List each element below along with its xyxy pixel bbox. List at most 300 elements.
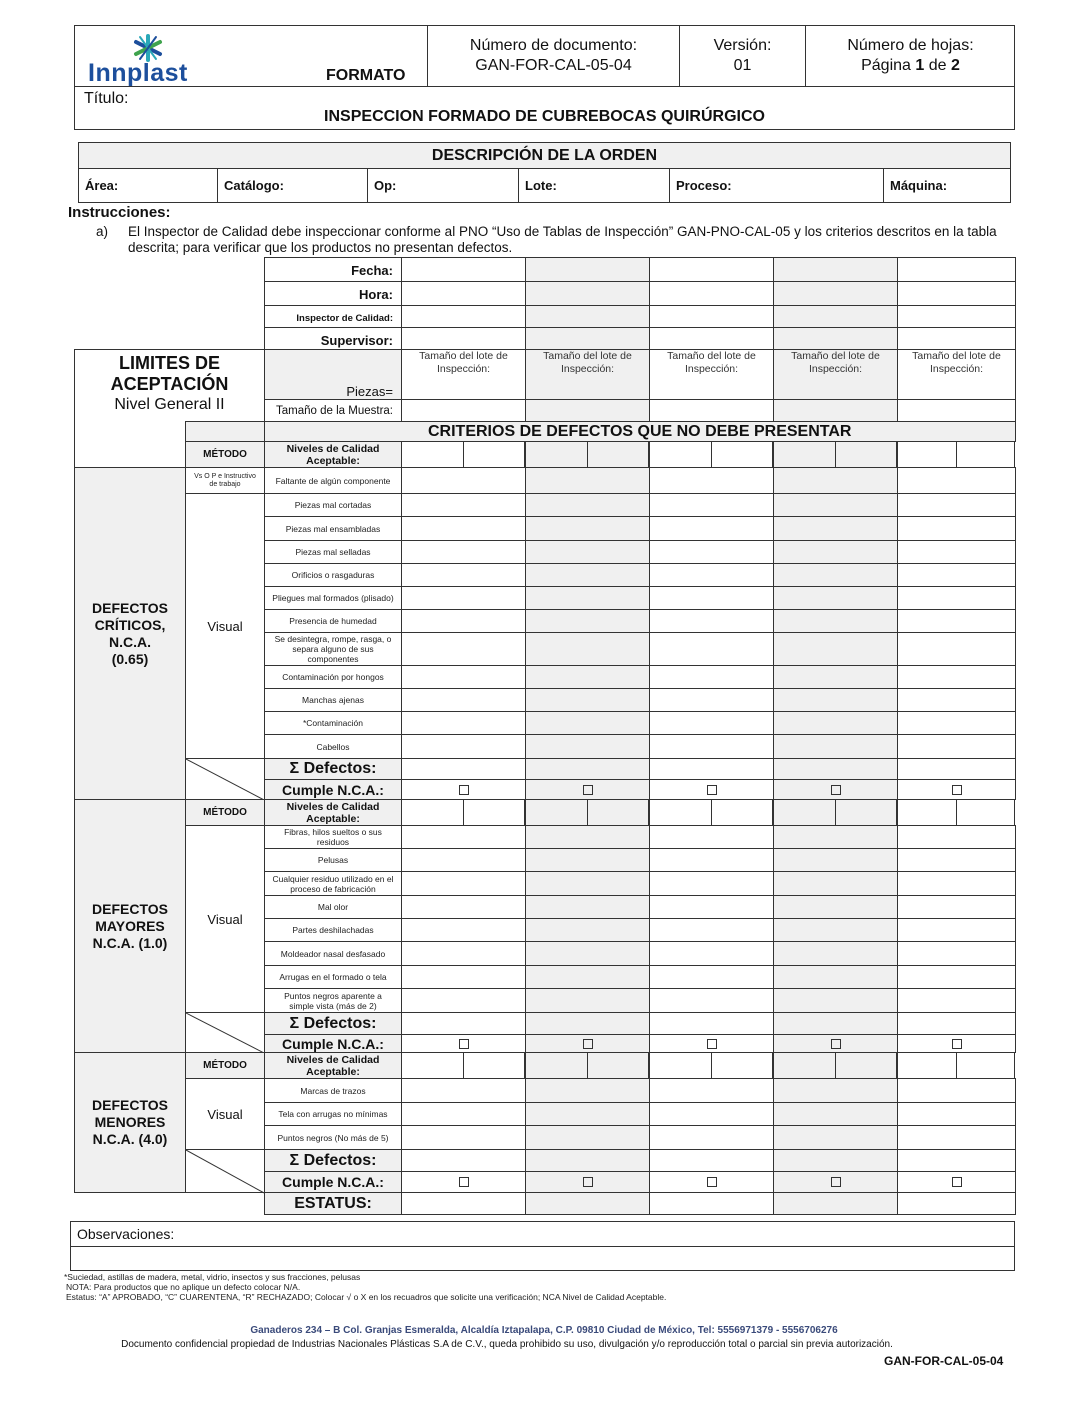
- order-field-catalogo[interactable]: Catálogo:: [218, 169, 368, 202]
- criticos-defect-label: Orificios o rasgaduras: [264, 563, 402, 587]
- mayores-sum-col2[interactable]: [525, 1012, 650, 1035]
- checkbox-icon[interactable]: [831, 1039, 841, 1049]
- menores-defect-3-col2[interactable]: [525, 1125, 650, 1150]
- fecha-label: Fecha:: [264, 257, 402, 282]
- criticos-defect-label: Cabellos: [264, 734, 402, 759]
- mayores-defect-2-col2[interactable]: [525, 848, 650, 872]
- criticos-cumple-col1[interactable]: [401, 779, 526, 800]
- menores-metodo-header: MÉTODO: [185, 1052, 265, 1079]
- criticos-defect-12-col5[interactable]: [897, 734, 1016, 759]
- mayores-defect-8-col1[interactable]: [401, 988, 526, 1013]
- observaciones-input[interactable]: [71, 1247, 1014, 1271]
- mayores-defect-3-col3[interactable]: [649, 871, 774, 896]
- mayores-category: DEFECTOS MAYORES N.C.A. (1.0): [74, 799, 186, 1053]
- estatus-label: ESTATUS:: [264, 1192, 402, 1215]
- mayores-defect-1-col5[interactable]: [897, 825, 1016, 849]
- criticos-defect-label: *Contaminación: [264, 711, 402, 735]
- criticos-sum-col2[interactable]: [525, 758, 650, 780]
- instructions-marker: a): [96, 224, 109, 239]
- criticos-defect-12-col1[interactable]: [401, 734, 526, 759]
- fecha-col5[interactable]: [897, 257, 1016, 282]
- menores-method: Visual: [185, 1078, 265, 1150]
- criticos-defect-12-col4[interactable]: [773, 734, 898, 759]
- criticos-defect-10-col3[interactable]: [649, 688, 774, 712]
- criticos-cumple-col5[interactable]: [897, 779, 1016, 800]
- criticos-defect-1-col4[interactable]: [773, 467, 898, 494]
- order-field-lote[interactable]: Lote:: [519, 169, 670, 202]
- hora-col4[interactable]: [773, 281, 898, 306]
- menores-nca-col3-a[interactable]: [649, 1052, 712, 1079]
- menores-defect-3-col4[interactable]: [773, 1125, 898, 1150]
- mayores-defect-8-col5[interactable]: [897, 988, 1016, 1013]
- criticos-defect-3-col5[interactable]: [897, 516, 1016, 541]
- mayores-cumple-col5[interactable]: [897, 1034, 1016, 1053]
- criticos-defect-7-col4[interactable]: [773, 609, 898, 633]
- menores-sum-col5[interactable]: [897, 1149, 1016, 1172]
- hora-label: Hora:: [264, 281, 402, 306]
- mayores-defect-8-col3[interactable]: [649, 988, 774, 1013]
- mayores-cumple-label: Cumple N.C.A.:: [264, 1034, 402, 1053]
- mayores-nca-col3-b[interactable]: [711, 799, 773, 826]
- mayores-defect-6-col4[interactable]: [773, 941, 898, 966]
- order-fields-row: [78, 168, 1011, 203]
- mayores-defect-7-col3[interactable]: [649, 965, 774, 989]
- mayores-defect-2-col3[interactable]: [649, 848, 774, 872]
- criticos-defect-12-col2[interactable]: [525, 734, 650, 759]
- criticos-defect-3-col4[interactable]: [773, 516, 898, 541]
- sheets-label: Número de hojas:: [847, 37, 974, 54]
- muestra-col5[interactable]: [897, 399, 1016, 422]
- criticos-defect-6-col2[interactable]: [525, 586, 650, 610]
- criticos-nca-col4-b[interactable]: [835, 441, 897, 468]
- checkbox-icon[interactable]: [707, 1039, 717, 1049]
- checkbox-icon[interactable]: [952, 1039, 962, 1049]
- footer-code: GAN-FOR-CAL-05-04: [884, 1354, 1004, 1368]
- checkbox-icon[interactable]: [583, 1039, 593, 1049]
- menores-defect-1-col4[interactable]: [773, 1078, 898, 1103]
- snowflake-logo-icon: [128, 34, 168, 62]
- menores-defect-2-col2[interactable]: [525, 1102, 650, 1126]
- criticos-nca-col1-a[interactable]: [401, 441, 464, 468]
- footnote-suciedad: *Suciedad, astillas de madera, metal, vidrio, insectos y sus fracciones, pelusas: [64, 1272, 361, 1282]
- mayores-defect-2-col5[interactable]: [897, 848, 1016, 872]
- mayores-defect-4-col4[interactable]: [773, 895, 898, 919]
- criticos-defect-10-col4[interactable]: [773, 688, 898, 712]
- mayores-defect-5-col1[interactable]: [401, 918, 526, 942]
- mayores-defect-5-col3[interactable]: [649, 918, 774, 942]
- doc-number-cell: [428, 36, 679, 76]
- order-field-op[interactable]: Op:: [368, 169, 519, 202]
- criticos-defect-8-col4[interactable]: [773, 632, 898, 666]
- menores-nca-col2-a[interactable]: [525, 1052, 588, 1079]
- checkbox-icon[interactable]: [707, 1177, 717, 1187]
- mayores-defect-5-col2[interactable]: [525, 918, 650, 942]
- criticos-defect-4-col5[interactable]: [897, 540, 1016, 564]
- mayores-sum-col4[interactable]: [773, 1012, 898, 1035]
- inspector-col5[interactable]: [897, 305, 1016, 328]
- mayores-defect-2-col1[interactable]: [401, 848, 526, 872]
- logo-text: Innplast: [88, 59, 188, 87]
- hora-col3[interactable]: [649, 281, 774, 306]
- lote-size-col1: Tamaño del lote de Inspección:: [401, 349, 526, 400]
- mayores-defect-7-col5[interactable]: [897, 965, 1016, 989]
- mayores-nca-col1-a[interactable]: [401, 799, 464, 826]
- criticos-defect-6-col4[interactable]: [773, 586, 898, 610]
- mayores-defect-3-col5[interactable]: [897, 871, 1016, 896]
- criticos-defect-label: Se desintegra, rompe, rasga, o separa alguno de sus componentes: [264, 632, 402, 666]
- criticos-defect-5-col5[interactable]: [897, 563, 1016, 587]
- mayores-defect-6-col2[interactable]: [525, 941, 650, 966]
- criticos-defect-1-col5[interactable]: [897, 467, 1016, 494]
- criticos-defect-label: Pliegues mal formados (plisado): [264, 586, 402, 610]
- criticos-cumple-col3[interactable]: [649, 779, 774, 800]
- criticos-defect-8-col3[interactable]: [649, 632, 774, 666]
- document-title: INSPECCION FORMADO DE CUBREBOCAS QUIRÚRGICO: [324, 108, 765, 125]
- observaciones-label: Observaciones:: [77, 1226, 175, 1242]
- criticos-defect-8-col1[interactable]: [401, 632, 526, 666]
- menores-defect-1-col1[interactable]: [401, 1078, 526, 1103]
- mayores-defect-3-col2[interactable]: [525, 871, 650, 896]
- menores-nca-col5-b[interactable]: [956, 1052, 1015, 1079]
- mayores-nca-col4-b[interactable]: [835, 799, 897, 826]
- mayores-diagonal-cell: [185, 1012, 265, 1053]
- hora-col2[interactable]: [525, 281, 650, 306]
- menores-defect-2-col5[interactable]: [897, 1102, 1016, 1126]
- criticos-defect-11-col4[interactable]: [773, 711, 898, 735]
- checkbox-icon[interactable]: [583, 785, 593, 795]
- checkbox-icon[interactable]: [952, 1177, 962, 1187]
- criticos-defect-5-col2[interactable]: [525, 563, 650, 587]
- inspector-col2[interactable]: [525, 305, 650, 328]
- menores-defect-2-col4[interactable]: [773, 1102, 898, 1126]
- menores-defect-label: Tela con arrugas no mínimas: [264, 1102, 402, 1126]
- mayores-defect-2-col4[interactable]: [773, 848, 898, 872]
- criticos-defect-2-col4[interactable]: [773, 493, 898, 517]
- mayores-sum-col5[interactable]: [897, 1012, 1016, 1035]
- menores-nca-col1-a[interactable]: [401, 1052, 464, 1079]
- criticos-defect-5-col3[interactable]: [649, 563, 774, 587]
- checkbox-icon[interactable]: [952, 785, 962, 795]
- criticos-defect-7-col2[interactable]: [525, 609, 650, 633]
- estatus-col1[interactable]: [401, 1192, 526, 1215]
- criticos-nca-col2-b[interactable]: [587, 441, 649, 468]
- mayores-nca-col3-a[interactable]: [649, 799, 712, 826]
- mayores-defect-label: Fibras, hilos sueltos o sus residuos: [264, 825, 402, 849]
- criticos-defect-6-col1[interactable]: [401, 586, 526, 610]
- criticos-defect-10-col1[interactable]: [401, 688, 526, 712]
- muestra-col4[interactable]: [773, 399, 898, 422]
- menores-defect-label: Marcas de trazos: [264, 1078, 402, 1103]
- fecha-col3[interactable]: [649, 257, 774, 282]
- version-label: Versión:: [713, 37, 772, 54]
- muestra-col2[interactable]: [525, 399, 650, 422]
- mayores-defect-5-col4[interactable]: [773, 918, 898, 942]
- mayores-defect-4-col1[interactable]: [401, 895, 526, 919]
- supervisor-col2[interactable]: [525, 327, 650, 350]
- menores-nca-col5-a[interactable]: [897, 1052, 957, 1079]
- menores-nca-col1-b[interactable]: [463, 1052, 525, 1079]
- mayores-nca-col2-b[interactable]: [587, 799, 649, 826]
- criticos-defect-7-col3[interactable]: [649, 609, 774, 633]
- mayores-cumple-col2[interactable]: [525, 1034, 650, 1053]
- mayores-defect-8-col4[interactable]: [773, 988, 898, 1013]
- mayores-sum-col3[interactable]: [649, 1012, 774, 1035]
- mayores-defect-4-col2[interactable]: [525, 895, 650, 919]
- checkbox-icon[interactable]: [831, 785, 841, 795]
- criticos-defect-2-col3[interactable]: [649, 493, 774, 517]
- menores-defect-1-col5[interactable]: [897, 1078, 1016, 1103]
- checkbox-icon[interactable]: [459, 1039, 469, 1049]
- criticos-cumple-col2[interactable]: [525, 779, 650, 800]
- criticos-defect-12-col3[interactable]: [649, 734, 774, 759]
- criticos-sum-label: Σ Defectos:: [264, 758, 402, 780]
- menores-nca-col3-b[interactable]: [711, 1052, 773, 1079]
- checkbox-icon[interactable]: [459, 785, 469, 795]
- supervisor-col5[interactable]: [897, 327, 1016, 350]
- menores-cumple-col5[interactable]: [897, 1171, 1016, 1193]
- criticos-method-first: Vs O P e Instructivo de trabajo: [185, 467, 265, 494]
- footer-confidential: Documento confidencial propiedad de Industrias Nacionales Plásticas S.A de C.V., queda prohibido su uso, divulgación y/o reproducción total o parcial sin previa autorización.: [121, 1339, 893, 1350]
- lote-size-col4: Tamaño del lote de Inspección:: [773, 349, 898, 400]
- inspector-col4[interactable]: [773, 305, 898, 328]
- estatus-col2[interactable]: [525, 1192, 650, 1215]
- criticos-defect-1-col3[interactable]: [649, 467, 774, 494]
- criticos-cumple-col4[interactable]: [773, 779, 898, 800]
- mayores-nca-col2-a[interactable]: [525, 799, 588, 826]
- menores-nca-col4-b[interactable]: [835, 1052, 897, 1079]
- criticos-defect-11-col5[interactable]: [897, 711, 1016, 735]
- menores-nca-col2-b[interactable]: [587, 1052, 649, 1079]
- criticos-defect-11-col1[interactable]: [401, 711, 526, 735]
- criticos-nca-col5-b[interactable]: [956, 441, 1015, 468]
- criticos-defect-1-col1[interactable]: [401, 467, 526, 494]
- menores-niveles-header: Niveles de Calidad Aceptable:: [264, 1052, 402, 1079]
- muestra-col1[interactable]: [401, 399, 526, 422]
- mayores-defect-4-col3[interactable]: [649, 895, 774, 919]
- mayores-defect-7-col2[interactable]: [525, 965, 650, 989]
- fecha-col2[interactable]: [525, 257, 650, 282]
- mayores-defect-7-col1[interactable]: [401, 965, 526, 989]
- instructions-heading: Instrucciones:: [68, 204, 171, 221]
- criticos-defect-2-col1[interactable]: [401, 493, 526, 517]
- menores-sum-label: Σ Defectos:: [264, 1149, 402, 1172]
- criticos-defect-6-col3[interactable]: [649, 586, 774, 610]
- mayores-nca-col5-b[interactable]: [956, 799, 1015, 826]
- criticos-defect-3-col3[interactable]: [649, 516, 774, 541]
- mayores-defect-6-col5[interactable]: [897, 941, 1016, 966]
- criticos-defect-10-col2[interactable]: [525, 688, 650, 712]
- menores-cumple-label: Cumple N.C.A.:: [264, 1171, 402, 1193]
- criticos-defect-10-col5[interactable]: [897, 688, 1016, 712]
- criticos-nca-col5-a[interactable]: [897, 441, 957, 468]
- menores-diagonal-cell: [185, 1149, 265, 1193]
- title-label: Título:: [84, 90, 129, 107]
- formato-label: FORMATO: [326, 67, 406, 84]
- criticos-defect-3-col1[interactable]: [401, 516, 526, 541]
- menores-sum-col2[interactable]: [525, 1149, 650, 1172]
- criticos-defect-2-col2[interactable]: [525, 493, 650, 517]
- mayores-defect-1-col1[interactable]: [401, 825, 526, 849]
- criticos-defect-label: Presencia de humedad: [264, 609, 402, 633]
- criticos-defect-7-col1[interactable]: [401, 609, 526, 633]
- menores-sum-col3[interactable]: [649, 1149, 774, 1172]
- criticos-defect-6-col5[interactable]: [897, 586, 1016, 610]
- mayores-nca-col1-b[interactable]: [463, 799, 525, 826]
- order-field-maquina[interactable]: Máquina:: [890, 178, 948, 193]
- criticos-defect-5-col1[interactable]: [401, 563, 526, 587]
- inspector-col1[interactable]: [401, 305, 526, 328]
- hora-col1[interactable]: [401, 281, 526, 306]
- order-field-area[interactable]: Área:: [79, 169, 218, 202]
- menores-defect-1-col2[interactable]: [525, 1078, 650, 1103]
- criticos-defect-3-col2[interactable]: [525, 516, 650, 541]
- estatus-col5[interactable]: [897, 1192, 1016, 1215]
- criticos-defect-4-col4[interactable]: [773, 540, 898, 564]
- menores-nca-col4-a[interactable]: [773, 1052, 836, 1079]
- mayores-defect-5-col5[interactable]: [897, 918, 1016, 942]
- criticos-nca-col3-a[interactable]: [649, 441, 712, 468]
- mayores-defect-label: Mal olor: [264, 895, 402, 919]
- criterios-heading: CRITERIOS DE DEFECTOS QUE NO DEBE PRESENTAR: [264, 421, 1016, 442]
- estatus-col3[interactable]: [649, 1192, 774, 1215]
- fecha-col4[interactable]: [773, 257, 898, 282]
- mayores-defect-label: Arrugas en el formado o tela: [264, 965, 402, 989]
- mayores-defect-7-col4[interactable]: [773, 965, 898, 989]
- limites-sub: Nivel General II: [114, 396, 225, 413]
- criticos-defect-9-col4[interactable]: [773, 665, 898, 689]
- criticos-defect-label: Piezas mal selladas: [264, 540, 402, 564]
- criticos-defect-1-col2[interactable]: [525, 467, 650, 494]
- menores-sum-col4[interactable]: [773, 1149, 898, 1172]
- mayores-defect-3-col4[interactable]: [773, 871, 898, 896]
- menores-defect-1-col3[interactable]: [649, 1078, 774, 1103]
- criticos-defect-9-col2[interactable]: [525, 665, 650, 689]
- criticos-nca-col2-a[interactable]: [525, 441, 588, 468]
- lote-size-col2: Tamaño del lote de Inspección:: [525, 349, 650, 400]
- menores-cumple-col2[interactable]: [525, 1171, 650, 1193]
- criticos-sum-col3[interactable]: [649, 758, 774, 780]
- criticos-niveles-header: Niveles de Calidad Aceptable:: [264, 441, 402, 468]
- footer-address: Ganaderos 234 – B Col. Granjas Esmeralda, Alcaldía Iztapalapa, C.P. 09810 Ciudad de México, Tel: 5556971379 - 5556706276: [250, 1325, 838, 1336]
- mayores-defect-label: Pelusas: [264, 848, 402, 872]
- criticos-defect-4-col1[interactable]: [401, 540, 526, 564]
- criticos-defect-9-col5[interactable]: [897, 665, 1016, 689]
- mayores-nca-col4-a[interactable]: [773, 799, 836, 826]
- supervisor-col1[interactable]: [401, 327, 526, 350]
- mayores-defect-1-col4[interactable]: [773, 825, 898, 849]
- hora-col5[interactable]: [897, 281, 1016, 306]
- criticos-sum-col4[interactable]: [773, 758, 898, 780]
- mayores-cumple-col3[interactable]: [649, 1034, 774, 1053]
- criticos-metodo-header: MÉTODO: [185, 441, 265, 468]
- menores-cumple-col3[interactable]: [649, 1171, 774, 1193]
- mayores-defect-6-col1[interactable]: [401, 941, 526, 966]
- menores-defect-3-col3[interactable]: [649, 1125, 774, 1150]
- criticos-defect-2-col5[interactable]: [897, 493, 1016, 517]
- mayores-sum-label: Σ Defectos:: [264, 1012, 402, 1035]
- criticos-nca-col1-b[interactable]: [463, 441, 525, 468]
- estatus-col4[interactable]: [773, 1192, 898, 1215]
- mayores-defect-4-col5[interactable]: [897, 895, 1016, 919]
- menores-defect-3-col5[interactable]: [897, 1125, 1016, 1150]
- criticos-defect-7-col5[interactable]: [897, 609, 1016, 633]
- menores-cumple-col4[interactable]: [773, 1171, 898, 1193]
- criticos-category: DEFECTOS CRÍTICOS, N.C.A. (0.65): [74, 467, 186, 800]
- criticos-defect-8-col5[interactable]: [897, 632, 1016, 666]
- menores-category: DEFECTOS MENORES N.C.A. (4.0): [74, 1052, 186, 1193]
- version-value: 01: [733, 57, 752, 74]
- observaciones-box: [70, 1221, 1015, 1271]
- criticos-defect-9-col1[interactable]: [401, 665, 526, 689]
- mayores-nca-col5-a[interactable]: [897, 799, 957, 826]
- checkbox-icon[interactable]: [707, 785, 717, 795]
- criticos-defect-4-col2[interactable]: [525, 540, 650, 564]
- inspector-label: Inspector de Calidad:: [264, 305, 402, 328]
- mayores-defect-8-col2[interactable]: [525, 988, 650, 1013]
- instructions-text: El Inspector de Calidad debe inspeccionar conforme al PNO “Uso de Tablas de Inspección” GAN-PNO-CAL-05 y los criterios descritos en la tabla descrita; para verificar que los productos no presentan defectos.: [128, 224, 997, 255]
- criticos-defect-11-col2[interactable]: [525, 711, 650, 735]
- muestra-col3[interactable]: [649, 399, 774, 422]
- mayores-defect-1-col3[interactable]: [649, 825, 774, 849]
- criticos-method: Visual: [185, 493, 265, 759]
- mayores-defect-1-col2[interactable]: [525, 825, 650, 849]
- mayores-sum-col1[interactable]: [401, 1012, 526, 1035]
- criticos-defect-9-col3[interactable]: [649, 665, 774, 689]
- mayores-niveles-header: Niveles de Calidad Aceptable:: [264, 799, 402, 826]
- criticos-sum-col1[interactable]: [401, 758, 526, 780]
- supervisor-label: Supervisor:: [264, 327, 402, 350]
- order-heading: DESCRIPCIÓN DE LA ORDEN: [78, 142, 1011, 169]
- criticos-nca-col4-a[interactable]: [773, 441, 836, 468]
- lote-size-col5: Tamaño del lote de Inspección:: [897, 349, 1016, 400]
- criticos-defect-5-col4[interactable]: [773, 563, 898, 587]
- doc-number-label: Número de documento:: [469, 37, 638, 54]
- inspector-col3[interactable]: [649, 305, 774, 328]
- limites-title: LIMITES DE ACEPTACIÓN: [110, 353, 229, 394]
- criticos-sum-col5[interactable]: [897, 758, 1016, 780]
- muestra-label: Tamaño de la Muestra:: [264, 399, 402, 422]
- footnotes: [64, 1272, 666, 1302]
- mayores-cumple-col4[interactable]: [773, 1034, 898, 1053]
- checkbox-icon[interactable]: [831, 1177, 841, 1187]
- order-field-proceso[interactable]: Proceso:: [670, 169, 884, 202]
- criticos-defect-label: Faltante de algún componente: [264, 467, 402, 494]
- mayores-defect-label: Moldeador nasal desfasado: [264, 941, 402, 966]
- criticos-defect-8-col2[interactable]: [525, 632, 650, 666]
- mayores-defect-3-col1[interactable]: [401, 871, 526, 896]
- supervisor-col4[interactable]: [773, 327, 898, 350]
- menores-cumple-col1[interactable]: [401, 1171, 526, 1193]
- fecha-col1[interactable]: [401, 257, 526, 282]
- criticos-defect-11-col3[interactable]: [649, 711, 774, 735]
- footnote-estatus: Estatus: “A” APROBADO, “C” CUARENTENA, “R” RECHAZADO; Colocar √ o X en los recuadros que solicite una verificación; NCA Nivel de Calidad Aceptable.: [66, 1292, 667, 1302]
- menores-defect-2-col1[interactable]: [401, 1102, 526, 1126]
- mayores-defect-6-col3[interactable]: [649, 941, 774, 966]
- menores-sum-col1[interactable]: [401, 1149, 526, 1172]
- mayores-cumple-col1[interactable]: [401, 1034, 526, 1053]
- header-divider: [74, 86, 1015, 87]
- mayores-defect-label: Cualquier residuo utilizado en el proceso de fabricación: [264, 871, 402, 896]
- criticos-defect-4-col3[interactable]: [649, 540, 774, 564]
- criticos-defect-label: Piezas mal ensambladas: [264, 516, 402, 541]
- checkbox-icon[interactable]: [583, 1177, 593, 1187]
- menores-defect-2-col3[interactable]: [649, 1102, 774, 1126]
- checkbox-icon[interactable]: [459, 1177, 469, 1187]
- criticos-nca-col3-b[interactable]: [711, 441, 773, 468]
- supervisor-col3[interactable]: [649, 327, 774, 350]
- menores-defect-3-col1[interactable]: [401, 1125, 526, 1150]
- menores-defect-label: Puntos negros (No más de 5): [264, 1125, 402, 1150]
